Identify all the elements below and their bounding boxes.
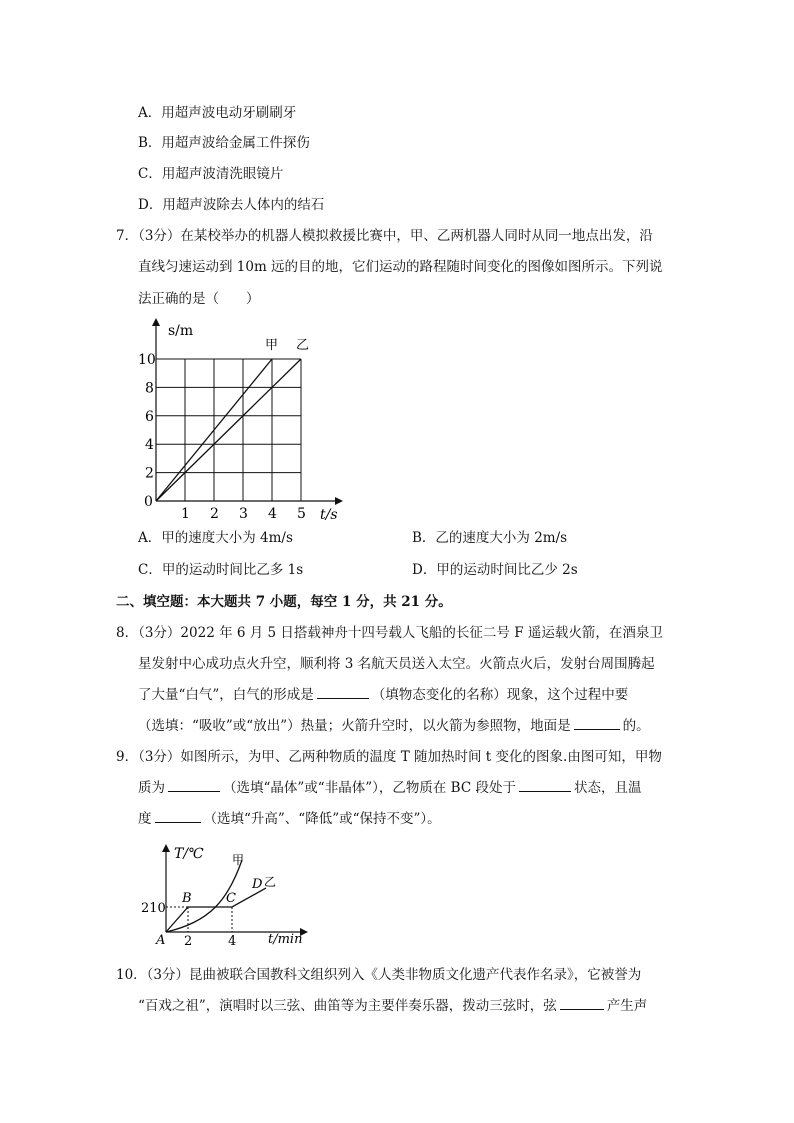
q9-text-line3	[138, 810, 441, 828]
st-graph	[130, 318, 360, 528]
q9-blank-3[interactable]	[155, 810, 201, 823]
q9-line2-part2: （选填“晶体”或“非晶体”），乙物质在 BC 段处于	[223, 780, 516, 796]
q8-text-line1: 8．（3分）2022 年 6 月 5 日搭载神舟十四号载人飞船的长征二号 F 遥运载火箭，在酒泉卫	[116, 625, 663, 641]
q10-line2-part2: 产生声	[606, 998, 648, 1014]
st-series-lines	[156, 359, 301, 501]
st-x-tick-label: 4	[268, 506, 277, 522]
tt-ylabel: T/℃	[174, 846, 204, 862]
q8-text-line2: 星发射中心成功点火升空，顺利将 3 名航天员送入太空。火箭点火后，发射台周围腾起	[138, 656, 655, 672]
q8-text-line3	[138, 686, 628, 704]
st-x-tick-label: 1	[181, 506, 190, 522]
st-xlabel: t/s	[320, 507, 338, 523]
st-series-line-1	[156, 359, 301, 501]
tt-xlabel: t/min	[268, 932, 303, 947]
q7-option-b: B．乙的速度大小为 2m/s	[412, 530, 568, 546]
q9-blank-1[interactable]	[168, 779, 220, 792]
q7-text-line2: 直线匀速运动到 10m 远的目的地，它们运动的路程随时间变化的图像如图所示。下列说	[138, 259, 663, 275]
q9-line3-part2: （选填“升高”、“降低”或“保持不变”）。	[203, 811, 441, 827]
tt-point-d: D	[252, 877, 263, 892]
q9-line2-part3: 状态，且温	[573, 780, 642, 796]
q7-option-d: D．甲的运动时间比乙少 2s	[412, 562, 578, 578]
q8-line4-part2: 的。	[622, 718, 650, 734]
q8-text-line4	[138, 717, 650, 735]
tt-point-a: A	[156, 933, 166, 948]
q6-option-c: C．用超声波清洗眼镜片	[138, 166, 284, 182]
q7-text-line1: 7．（3分）在某校举办的机器人模拟救援比赛中，甲、乙两机器人同时从同一地点出发，沿	[116, 228, 653, 244]
tt-point-c: C	[226, 891, 236, 906]
st-x-tick-label: 5	[297, 506, 306, 522]
q6-option-d: D．用超声波除去人体内的结石	[138, 197, 325, 213]
st-x-tick-label: 3	[239, 506, 248, 522]
st-ylabel: s/m	[168, 323, 194, 339]
st-y-tick-label: 6	[145, 408, 154, 425]
st-y-tick-label: 2	[145, 465, 154, 482]
tt-series-label-jia: 甲	[232, 853, 245, 867]
q10-text-line2	[138, 997, 647, 1015]
q10-line2-part1: “百戏之祖”，演唱时以三弦、曲笛等为主要伴奏乐器，拨动三弦时，弦	[138, 998, 557, 1014]
tt-series-label-yi: 乙	[264, 875, 277, 889]
st-series-label-yi: 乙	[296, 338, 310, 353]
q8-blank-3[interactable]	[574, 717, 620, 730]
st-y-tick-label: 8	[145, 380, 154, 397]
q8-line4-part1: （选填：“吸收”或“放出”）热量；火箭升空时，以火箭为参照物，地面是	[138, 718, 571, 734]
q8-line3-part1: 了大量“白气”，白气的形成是	[138, 687, 314, 703]
tt-y-mark: 210	[141, 901, 166, 916]
q7-option-a: A．甲的速度大小为 4m/s	[138, 530, 293, 546]
q8-line3-part2: （填物态变化的名称）现象，这个过程中要	[371, 687, 629, 703]
q7-option-c: C．甲的运动时间比乙多 1s	[138, 562, 304, 578]
tt-curve-yi	[166, 888, 266, 932]
st-y-tick-label: 10	[138, 352, 156, 368]
q9-line3-part1: 度	[138, 811, 152, 827]
st-x-tick-label: 0	[144, 494, 153, 510]
q8-blank-1[interactable]	[317, 686, 369, 699]
tt-x-tick-4: 4	[228, 934, 237, 949]
section-title: 二、填空题：本大题共 7 小题，每空 1 分，共 21 分。	[116, 594, 452, 610]
temperature-graph	[140, 840, 320, 950]
q9-line2-part1: 质为	[138, 780, 165, 796]
st-series-label-jia: 甲	[265, 338, 279, 353]
tt-point-b: B	[182, 891, 192, 906]
q9-blank-2[interactable]	[519, 779, 571, 792]
st-y-tick-label: 4	[145, 437, 154, 454]
q10-blank-1[interactable]	[560, 997, 604, 1010]
q6-option-b: B．用超声波给金属工件探伤	[138, 135, 310, 151]
tt-x-tick-2: 2	[184, 934, 193, 949]
q9-text-line2	[138, 779, 641, 797]
tt-y-arrow	[162, 844, 170, 852]
q6-option-a: A．用超声波电动牙刷刷牙	[138, 105, 297, 121]
st-x-arrow	[335, 497, 343, 505]
q7-text-line3: 法正确的是（ ）	[138, 291, 260, 307]
st-y-arrow	[152, 318, 160, 326]
st-x-tick-label: 2	[210, 506, 219, 522]
q9-text-line1: 9．（3分）如图所示，为甲、乙两种物质的温度 T 随加热时间 t 变化的图象.由图可知，甲物	[116, 749, 662, 765]
q10-text-line1: 10．（3分）昆曲被联合国教科文组织列入《人类非物质文化遗产代表作名录》，它被誉为	[116, 967, 642, 983]
